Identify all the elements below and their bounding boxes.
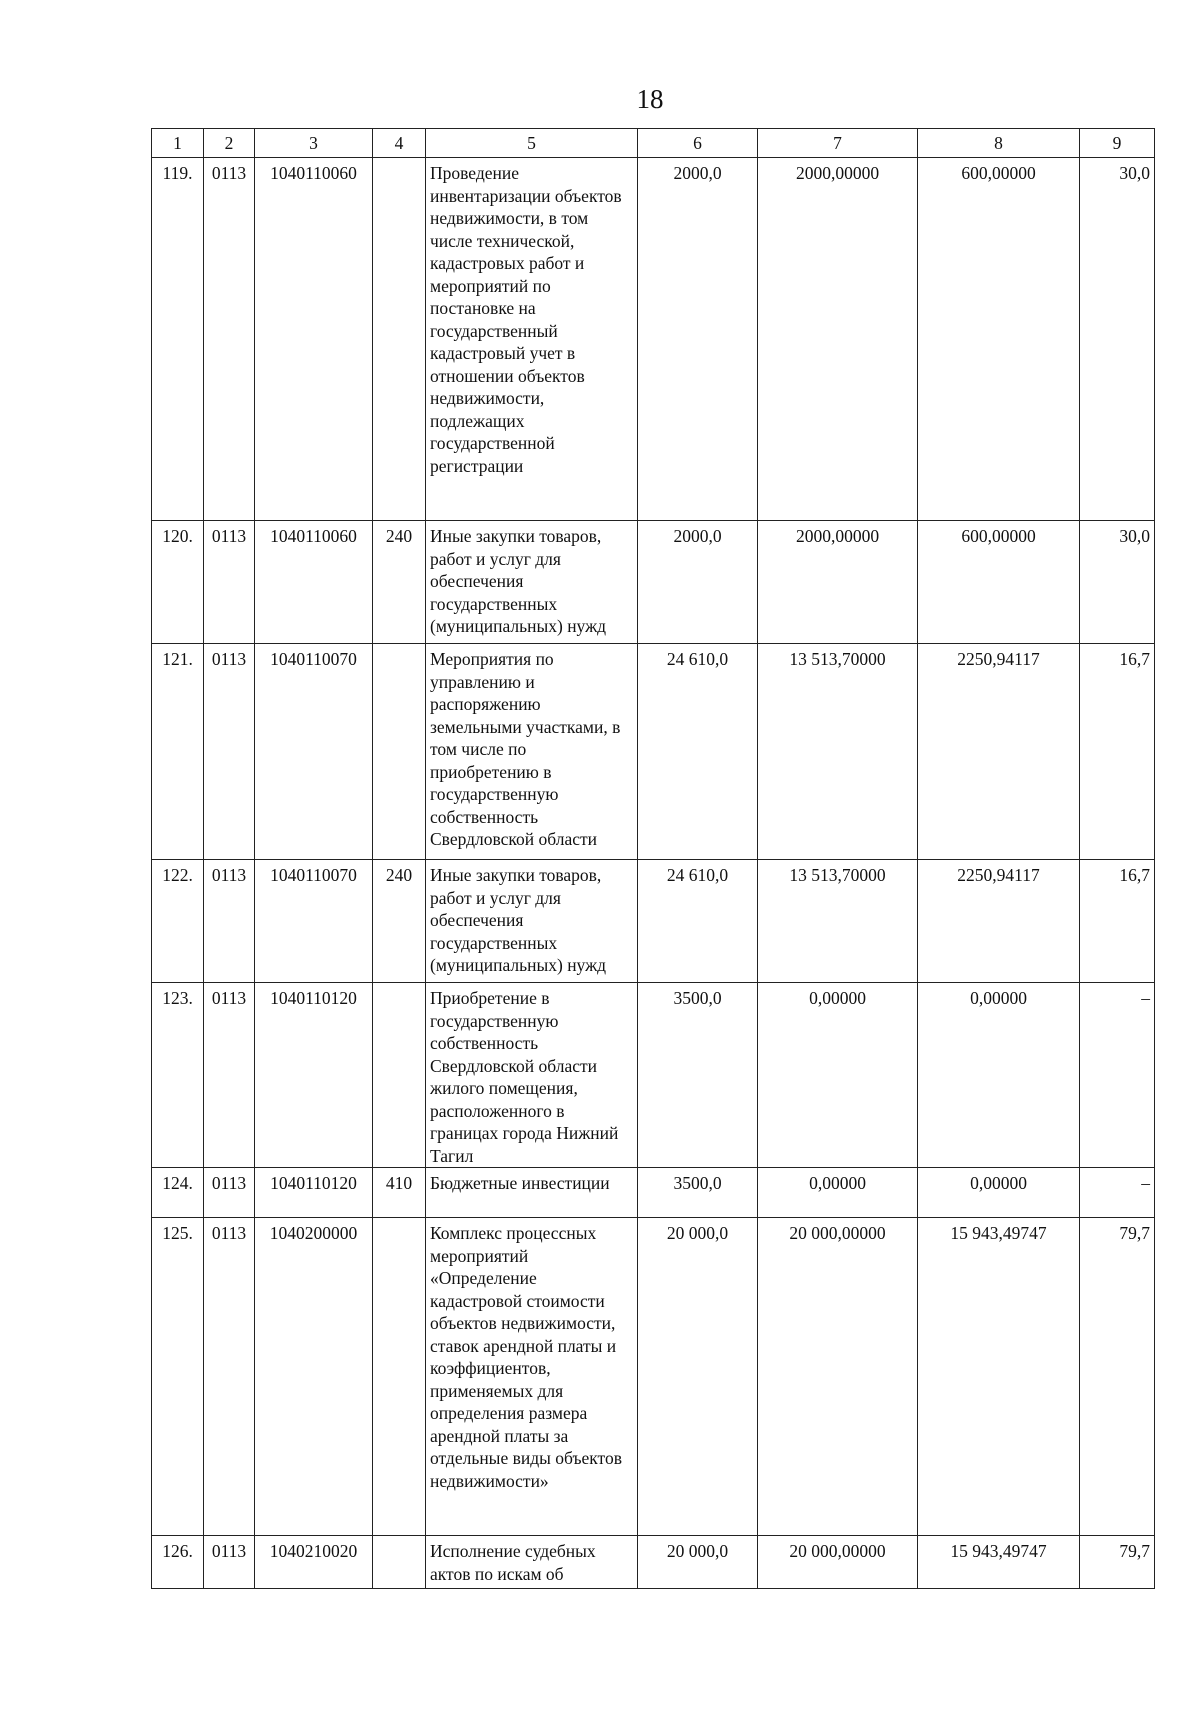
row-number: 121. xyxy=(152,644,204,860)
row-number: 124. xyxy=(152,1168,204,1218)
row-number: 126. xyxy=(152,1536,204,1589)
target-code: 1040110060 xyxy=(255,521,373,644)
value-col7: 20 000,00000 xyxy=(758,1218,918,1536)
table-row xyxy=(152,1168,1155,1218)
row-number: 119. xyxy=(152,158,204,521)
expense-type: 240 xyxy=(373,521,426,644)
value-col7: 0,00000 xyxy=(758,1168,918,1218)
section-code: 0113 xyxy=(204,1168,255,1218)
page-number: 18 xyxy=(636,84,664,114)
value-col9: 16,7 xyxy=(1080,644,1155,860)
value-col8: 2250,94117 xyxy=(918,860,1080,983)
row-number: 120. xyxy=(152,521,204,644)
value-col8: 15 943,49747 xyxy=(918,1218,1080,1536)
value-col8: 15 943,49747 xyxy=(918,1536,1080,1589)
value-col9: 30,0 xyxy=(1080,521,1155,644)
item-name: Мероприятия по управлению и распоряжению земельными участками, в том числе по приобретению в государственную собственность Свердловской области xyxy=(426,644,638,860)
section-code: 0113 xyxy=(204,1536,255,1589)
value-col8: 0,00000 xyxy=(918,1168,1080,1218)
value-col6: 24 610,0 xyxy=(638,860,758,983)
expense-type xyxy=(373,158,426,521)
expense-type xyxy=(373,644,426,860)
column-header: 1 xyxy=(152,129,204,158)
section-code: 0113 xyxy=(204,521,255,644)
value-col6: 3500,0 xyxy=(638,1168,758,1218)
value-col8: 600,00000 xyxy=(918,158,1080,521)
target-code: 1040110120 xyxy=(255,983,373,1168)
row-number: 125. xyxy=(152,1218,204,1536)
expense-type xyxy=(373,983,426,1168)
header-row xyxy=(152,129,1155,158)
value-col9: 79,7 xyxy=(1080,1218,1155,1536)
item-name: Проведение инвентаризации объектов недвижимости, в том числе технической, кадастровых работ и мероприятий по постановке на государственный кадастровый учет в отношении объектов недвижимости, подлежащих государственной регистрации xyxy=(426,158,638,521)
target-code: 1040110120 xyxy=(255,1168,373,1218)
item-name: Приобретение в государственную собственность Свердловской области жилого помещения, расположенного в границах города Нижний Тагил xyxy=(426,983,638,1168)
item-name: Бюджетные инвестиции xyxy=(426,1168,638,1218)
section-code: 0113 xyxy=(204,158,255,521)
value-col8: 2250,94117 xyxy=(918,644,1080,860)
value-col6: 2000,0 xyxy=(638,158,758,521)
column-header: 7 xyxy=(758,129,918,158)
column-header: 6 xyxy=(638,129,758,158)
column-header: 8 xyxy=(918,129,1080,158)
column-header: 9 xyxy=(1080,129,1155,158)
value-col8: 600,00000 xyxy=(918,521,1080,644)
item-name: Исполнение судебных актов по искам об xyxy=(426,1536,638,1589)
value-col7: 13 513,70000 xyxy=(758,644,918,860)
column-header: 2 xyxy=(204,129,255,158)
column-header: 5 xyxy=(426,129,638,158)
table-row xyxy=(152,158,1155,521)
value-col7: 0,00000 xyxy=(758,983,918,1168)
value-col7: 2000,00000 xyxy=(758,158,918,521)
value-col9: – xyxy=(1080,1168,1155,1218)
value-col6: 3500,0 xyxy=(638,983,758,1168)
row-number: 123. xyxy=(152,983,204,1168)
value-col6: 2000,0 xyxy=(638,521,758,644)
value-col7: 13 513,70000 xyxy=(758,860,918,983)
target-code: 1040200000 xyxy=(255,1218,373,1536)
target-code: 1040110070 xyxy=(255,644,373,860)
table-row xyxy=(152,521,1155,644)
value-col8: 0,00000 xyxy=(918,983,1080,1168)
value-col9: 79,7 xyxy=(1080,1536,1155,1589)
expense-type: 410 xyxy=(373,1168,426,1218)
item-name: Комплекс процессных мероприятий «Определение кадастровой стоимости объектов недвижимости, ставок арендной платы и коэффициентов, применяемых для определения размера арендной платы за отдельные виды объектов недвижимости» xyxy=(426,1218,638,1536)
target-code: 1040110060 xyxy=(255,158,373,521)
section-code: 0113 xyxy=(204,983,255,1168)
value-col9: 30,0 xyxy=(1080,158,1155,521)
section-code: 0113 xyxy=(204,1218,255,1536)
value-col6: 20 000,0 xyxy=(638,1218,758,1536)
value-col9: – xyxy=(1080,983,1155,1168)
expense-type xyxy=(373,1536,426,1589)
value-col7: 2000,00000 xyxy=(758,521,918,644)
value-col7: 20 000,00000 xyxy=(758,1536,918,1589)
expense-type: 240 xyxy=(373,860,426,983)
section-code: 0113 xyxy=(204,860,255,983)
table-row xyxy=(152,1218,1155,1536)
budget-table xyxy=(151,128,1155,1589)
target-code: 1040110070 xyxy=(255,860,373,983)
expense-type xyxy=(373,1218,426,1536)
value-col9: 16,7 xyxy=(1080,860,1155,983)
column-header: 4 xyxy=(373,129,426,158)
table-row xyxy=(152,644,1155,860)
item-name: Иные закупки товаров, работ и услуг для обеспечения государственных (муниципальных) нужд xyxy=(426,860,638,983)
table-row xyxy=(152,860,1155,983)
value-col6: 20 000,0 xyxy=(638,1536,758,1589)
section-code: 0113 xyxy=(204,644,255,860)
column-header: 3 xyxy=(255,129,373,158)
item-name: Иные закупки товаров, работ и услуг для обеспечения государственных (муниципальных) нужд xyxy=(426,521,638,644)
table-row xyxy=(152,983,1155,1168)
value-col6: 24 610,0 xyxy=(638,644,758,860)
row-number: 122. xyxy=(152,860,204,983)
target-code: 1040210020 xyxy=(255,1536,373,1589)
table-row xyxy=(152,1536,1155,1589)
